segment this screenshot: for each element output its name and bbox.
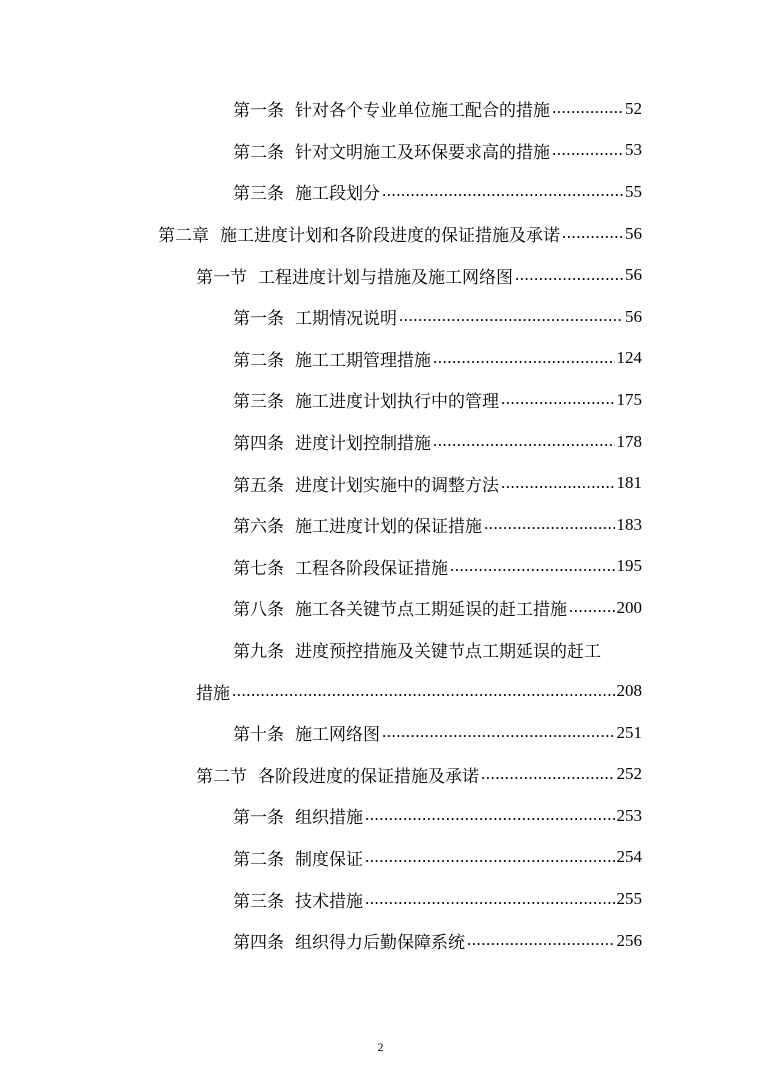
toc-entry[interactable] — [0, 130, 642, 172]
toc-entry-number: 第七条 — [233, 558, 284, 579]
toc-entry-title: 制度保证 — [295, 849, 363, 870]
toc-entry-number: 第三条 — [233, 891, 284, 912]
toc-entry[interactable] — [0, 795, 642, 837]
toc-entry-number: 第三条 — [233, 392, 284, 413]
toc-entry-number: 第四条 — [233, 933, 284, 954]
toc-leader-dots — [501, 475, 615, 492]
toc-entry-title: 施工工期管理措施 — [295, 350, 431, 371]
toc-entry[interactable] — [0, 338, 642, 380]
toc-entry-number: 第六条 — [233, 517, 284, 538]
toc-entry-title: 施工进度计划的保证措施 — [295, 517, 482, 538]
toc-entry-title: 针对文明施工及环保要求高的措施 — [295, 142, 550, 163]
toc-leader-dots — [481, 766, 615, 783]
toc-entry[interactable] — [0, 379, 642, 421]
toc-leader-dots — [365, 849, 615, 866]
toc-leader-dots — [365, 807, 615, 824]
toc-entry[interactable] — [0, 462, 642, 504]
toc-entry-page: 200 — [616, 597, 642, 617]
toc-entry-page: 195 — [616, 556, 642, 576]
toc-entry-page: 253 — [616, 805, 642, 825]
toc-entry[interactable] — [0, 296, 642, 338]
toc-entry-page: 56 — [625, 306, 642, 326]
toc-entry-title: 各阶段进度的保证措施及承诺 — [258, 766, 479, 787]
toc-entry-number: 第八条 — [233, 600, 284, 621]
toc-entry-page: 55 — [625, 181, 642, 201]
toc-entry-continuation[interactable] — [0, 670, 642, 712]
toc-entry[interactable] — [0, 171, 642, 213]
toc-entry-page: 252 — [616, 764, 642, 784]
toc-entry-number: 第五条 — [233, 475, 284, 496]
toc-entry[interactable] — [0, 587, 642, 629]
toc-entry-title: 针对各个专业单位施工配合的措施 — [295, 101, 550, 122]
toc-entry[interactable] — [0, 920, 642, 962]
toc-entry-title: 组织措施 — [295, 808, 363, 829]
toc-entry-title: 组织得力后勤保障系统 — [295, 933, 465, 954]
toc-entry-number: 第二条 — [233, 142, 284, 163]
toc-leader-dots — [433, 433, 615, 450]
toc-entry-page: 175 — [616, 389, 642, 409]
toc-entry-page: 124 — [616, 348, 642, 368]
toc-entry-page: 256 — [616, 930, 642, 950]
toc-entry-title: 工程进度计划与措施及施工网络图 — [258, 267, 513, 288]
toc-entry-page: 255 — [616, 889, 642, 909]
toc-entry-title: 施工各关键节点工期延误的赶工措施 — [295, 600, 567, 621]
toc-entry-number: 第一条 — [233, 309, 284, 330]
toc-leader-dots — [501, 391, 615, 408]
toc-section-entry[interactable] — [0, 754, 642, 796]
toc-entry-number: 第九条 — [233, 642, 284, 663]
toc-entry-page: 181 — [616, 473, 642, 493]
toc-entry-title: 工程各阶段保证措施 — [295, 558, 448, 579]
toc-entry[interactable] — [0, 878, 642, 920]
toc-entry-number: 第十条 — [233, 725, 284, 746]
toc-leader-dots — [484, 516, 615, 533]
toc-entry-page: 178 — [616, 431, 642, 451]
toc-entry-title: 进度计划控制措施 — [295, 434, 431, 455]
toc-entry-page: 251 — [616, 722, 642, 742]
toc-entry-page: 52 — [625, 98, 642, 118]
toc-entry[interactable] — [0, 421, 642, 463]
toc-entry-page: 56 — [625, 223, 642, 243]
toc-entry-title: 施工网络图 — [295, 725, 380, 746]
toc-entry-title-continued: 措施 — [196, 683, 230, 704]
toc-entry-number: 第二节 — [196, 766, 247, 787]
toc-entry-number: 第二条 — [233, 350, 284, 371]
toc-leader-dots — [562, 225, 623, 242]
toc-section-entry[interactable] — [0, 254, 642, 296]
toc-leader-dots — [450, 558, 615, 575]
toc-leader-dots — [569, 599, 615, 616]
toc-entry-number: 第二条 — [233, 849, 284, 870]
toc-entry-page: 208 — [616, 681, 642, 701]
toc-entry-page: 254 — [616, 847, 642, 867]
toc-leader-dots — [382, 183, 623, 200]
toc-entry-title: 施工进度计划执行中的管理 — [295, 392, 499, 413]
toc-entry-page: 183 — [616, 514, 642, 534]
toc-entry-title: 进度计划实施中的调整方法 — [295, 475, 499, 496]
toc-chapter-entry[interactable] — [0, 213, 642, 255]
toc-entry-number: 第一条 — [233, 808, 284, 829]
toc-leader-dots — [433, 350, 615, 367]
toc-entry-title: 技术措施 — [295, 891, 363, 912]
toc-leader-dots — [552, 142, 623, 159]
toc-leader-dots — [365, 891, 615, 908]
toc-leader-dots — [232, 683, 615, 700]
toc-leader-dots — [399, 308, 623, 325]
toc-entry-page: 53 — [625, 140, 642, 160]
toc-entry-number: 第二章 — [158, 226, 209, 247]
toc-entry[interactable] — [0, 504, 642, 546]
toc-leader-dots — [552, 100, 623, 117]
toc-entry-number: 第一节 — [196, 267, 247, 288]
toc-entry-number: 第四条 — [233, 434, 284, 455]
toc-leader-dots — [515, 267, 623, 284]
toc-entry-page: 56 — [625, 265, 642, 285]
toc-entry-title: 施工进度计划和各阶段进度的保证措施及承诺 — [220, 226, 560, 247]
toc-entry[interactable] — [0, 546, 642, 588]
page-number: 2 — [377, 1040, 384, 1054]
toc-entry-title: 进度预控措施及关键节点工期延误的赶工 — [295, 642, 601, 663]
toc-entry-number: 第一条 — [233, 101, 284, 122]
toc-entry[interactable] — [0, 712, 642, 754]
toc-leader-dots — [382, 724, 615, 741]
table-of-contents — [0, 88, 761, 961]
toc-entry-title: 施工段划分 — [295, 184, 380, 205]
toc-entry[interactable] — [0, 88, 642, 130]
toc-entry-first-line[interactable] — [0, 629, 761, 671]
toc-entry[interactable] — [0, 837, 642, 879]
toc-entry-number: 第三条 — [233, 184, 284, 205]
toc-leader-dots — [467, 932, 615, 949]
toc-entry-title: 工期情况说明 — [295, 309, 397, 330]
